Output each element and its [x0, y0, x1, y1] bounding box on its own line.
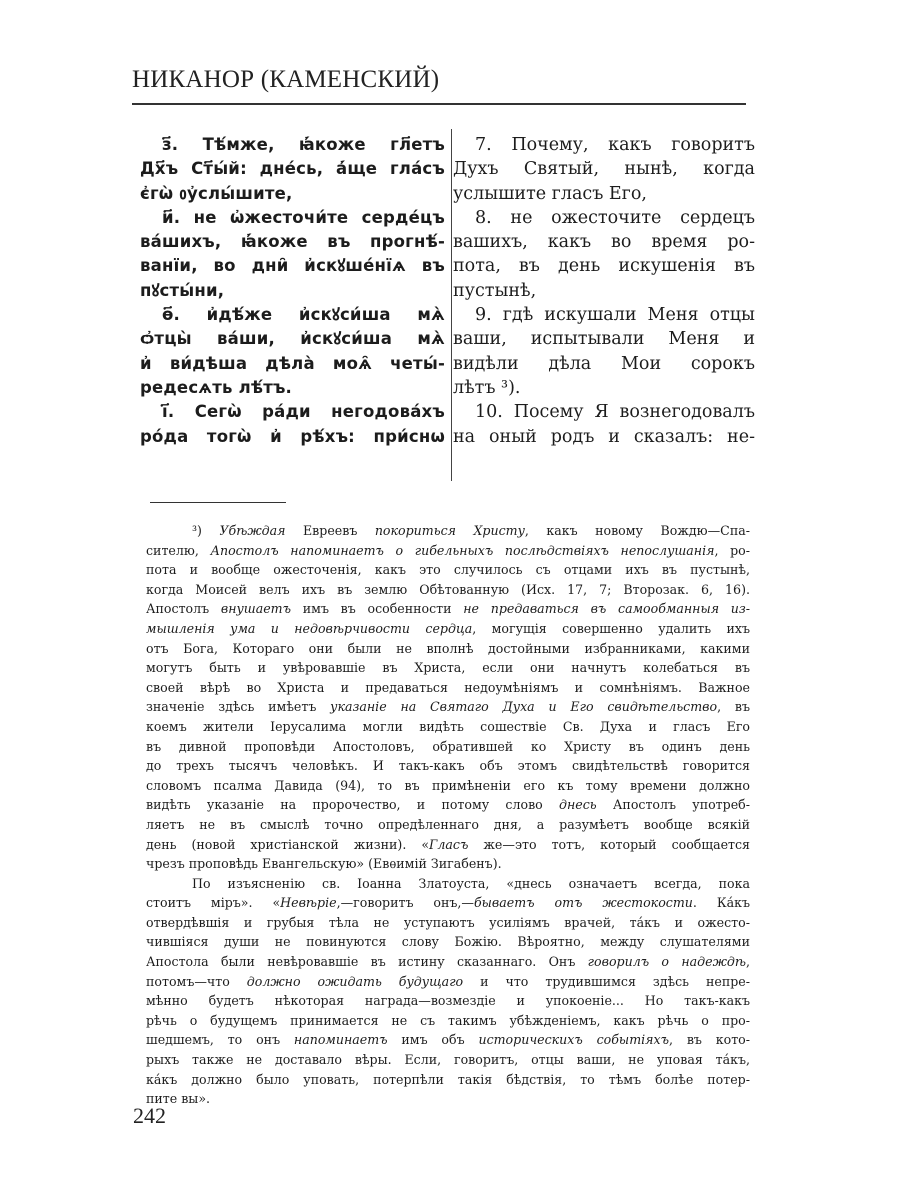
verse-line: 7. Почему, какъ говоритъ: [475, 135, 755, 155]
text-run: пите вы».: [146, 1091, 211, 1107]
verse-line: видѣли дѣла Мои сорокъ: [453, 353, 755, 374]
footnote-line: [146, 1030, 750, 1050]
footnote-rule: [150, 502, 286, 503]
verse-line: Духъ Святый, нынѣ, когда: [453, 159, 755, 180]
verse-line: ѳ҃. и҆дѣ́же и҆скꙋси́ша мѧ̀: [162, 305, 445, 325]
italic-text: историческихъ событіяхъ: [478, 1032, 669, 1048]
text-run: , въ кото-: [669, 1032, 750, 1048]
footnote-line: [146, 893, 750, 913]
text-run: могутъ быть и увѣровавшіе въ Христа, если они начнутъ колебаться въ: [146, 660, 750, 676]
italic-text: Невѣріе: [280, 895, 337, 911]
italic-text: напоминаетъ: [293, 1032, 388, 1048]
footnote-line: [146, 678, 750, 698]
italic-text: должно ожидать будущаго: [246, 973, 464, 989]
verse-line: 10. Посему Я вознегодовалъ: [475, 402, 755, 423]
verse-line: и҃. не ѡ҆жесточи́те серде́цъ: [162, 207, 445, 227]
page-number: 242: [133, 1103, 166, 1128]
text-run: шедшемъ, то онъ: [146, 1032, 294, 1048]
footnote-line: [146, 580, 750, 600]
text-run: ляетъ не въ смыслѣ точно опредѣленнаго дня, а разумѣетъ вообще всякій: [146, 816, 750, 832]
text-run: имъ объ: [387, 1032, 479, 1048]
italic-text: Гласъ: [429, 836, 469, 852]
footnote-line: [146, 658, 750, 678]
italic-text: указаніе на Святаго Духа и Его свидѣтельство: [330, 699, 718, 715]
verse-line: ванїи, во дни̑ и҆скꙋше́нїѧ въ: [140, 256, 445, 276]
footnote-line: [146, 560, 750, 580]
verse-line: ваши, испытывали Меня и: [453, 329, 755, 350]
text-run: , какъ новому Вождю—Спа-: [524, 523, 750, 538]
footnote-line: [146, 541, 750, 561]
footnote-line: [146, 795, 750, 815]
verse-line: ро́да тогѡ̀ и҆ рѣ́хъ: при́снѡ: [140, 426, 445, 446]
italic-text: покориться Христу: [374, 523, 525, 538]
footnote-line: [146, 599, 750, 619]
text-run: . Ка́къ: [692, 895, 750, 911]
footnote-line: [146, 1050, 750, 1070]
verse-line: вашихъ, какъ во время ро-: [453, 232, 755, 253]
text-run: Апостолъ употреб-: [596, 797, 750, 813]
text-run: ³): [192, 523, 220, 538]
verse-line: редесѧть лѣ́тъ.: [140, 377, 293, 397]
footnote-line: [146, 717, 750, 737]
footnote-line: [146, 991, 750, 1011]
footnote-line: [146, 874, 750, 894]
text-run: отвердѣвшія и грубыя тѣла не уступаютъ усиліямъ врачей, та́къ и ожесто-: [146, 914, 750, 930]
italic-text: не предаваться въ самообманныя из-: [463, 601, 750, 617]
footnote-line: [146, 737, 750, 757]
text-run: стоитъ міръ». «: [146, 895, 281, 911]
text-run: , въ: [717, 699, 750, 715]
footnote-line: [146, 619, 750, 639]
verse-line: лѣтъ ³).: [453, 377, 521, 398]
footnote-line: [146, 756, 750, 776]
text-run: ка́къ должно было уповать, потерпѣли такія бѣдствія, то тѣмъ болѣе потер-: [146, 1071, 750, 1087]
footnote-line: [146, 776, 750, 796]
text-run: По изъясненію св. Іоанна Златоуста, «днесь означаетъ всегда, пока: [192, 875, 750, 891]
footnote-line: [146, 854, 750, 874]
text-run: видѣть указаніе на пророчество, и потому слово: [146, 797, 559, 813]
verse-line: 8. не ожесточите сердецъ: [475, 207, 755, 228]
text-run: отъ Бога, Котораго они были не вполнѣ достойными избранниками, какими: [146, 640, 750, 656]
footnote-line: [146, 952, 750, 972]
text-run: Апостолъ: [146, 601, 221, 617]
verse-line: пꙋсты́ни,: [140, 280, 225, 300]
text-run: день (новой христіанской жизни). «: [146, 836, 430, 852]
text-run: потомъ—что: [146, 973, 247, 989]
verse-line: з҃. Тѣ́мже, ꙗ҆́коже гл҃етъ: [162, 135, 445, 154]
text-run: рѣчь о будущемъ принимается не съ такимъ убѣжденіемъ, какъ рѣчь о про-: [146, 1012, 750, 1028]
text-run: до трехъ тысячъ человѣкъ. И такъ-какъ объ этомъ свидѣтельствѣ говорится: [146, 758, 750, 774]
text-run: Евреевъ: [285, 523, 375, 538]
verse-line: є҆гѡ̀ ᲂу҆слы́шите,: [140, 183, 293, 203]
text-run: , ро-: [714, 542, 750, 558]
verse-line: і҃. Сегѡ̀ ра́ди негодова́хъ: [162, 402, 445, 422]
footnote-line: [146, 932, 750, 952]
text-run: Апостола были невѣровавшіе въ истину сказаннаго. Онъ: [146, 954, 588, 970]
footnote-line: [146, 521, 750, 541]
italic-text: мышленія ума и недовѣрчивости сердца: [146, 620, 473, 636]
text-run: мѣнно будетъ нѣкоторая награда—возмездіе и упокоеніе... Но такъ-какъ: [146, 993, 750, 1009]
parallel-columns: [140, 133, 754, 493]
italic-text: внушаетъ: [220, 601, 292, 617]
text-run: , могущія совершенно удалить ихъ: [472, 620, 750, 636]
text-run: и что трудившимся здѣсь непре-: [463, 973, 750, 989]
text-run: сителю,: [146, 542, 211, 558]
footnote-line: [146, 913, 750, 933]
text-run: пота и вообще ожесточенія, какъ это случилось съ отцами ихъ въ пустынѣ,: [146, 562, 750, 578]
verse-line: ва́шихъ, ꙗ҆́коже въ прогнѣ́-: [140, 232, 445, 252]
running-head: НИКАНОР (КАМЕНСКИЙ): [132, 66, 440, 93]
footnote-line: [146, 815, 750, 835]
text-run: чрезъ проповѣдь Евангельскую» (Евѳимій Зигабенъ).: [146, 856, 502, 872]
text-run: рыхъ также не доставало вѣры. Если, говоритъ, отцы ваши, не уповая та́къ,: [146, 1052, 750, 1068]
text-run: своей вѣрѣ во Христа и предаваться недоумѣніямъ и сомнѣніямъ. Важное: [146, 679, 750, 695]
footnote-line: [146, 697, 750, 717]
italic-text: бываетъ отъ жестокости: [473, 895, 693, 911]
text-run: чившіяся души не повинуются слову Божію. Вѣроятно, между слушателями: [146, 934, 750, 950]
footnote-line: [146, 1011, 750, 1031]
footnote: [146, 521, 750, 1109]
column-divider: [451, 129, 452, 481]
footnote-line: [146, 972, 750, 992]
text-run: ,—говоритъ онъ,—: [336, 895, 474, 911]
italic-text: говорилъ о надеждѣ: [587, 954, 746, 970]
verse-line: ѻ҆тцы̀ ва́ши, и҆скꙋси́ша мѧ̀: [140, 329, 445, 349]
text-run: ,: [746, 954, 750, 970]
verse-line: пота, въ день искушенія въ: [453, 256, 755, 277]
russian-column: [453, 133, 755, 449]
footnote-line: [146, 835, 750, 855]
text-run: значеніе здѣсь имѣетъ: [146, 699, 331, 715]
text-run: коемъ жители Іерусалима могли видѣть сошествіе Св. Духа и гласъ Его: [146, 718, 750, 734]
verse-line: Дх҃ъ Ст҃ы́й: дне́сь, а҆́ще гла́съ: [140, 159, 445, 179]
italic-text: днесь: [559, 797, 597, 813]
header-rule: [132, 103, 746, 105]
text-run: же—это тотъ, который сообщается: [468, 836, 750, 852]
verse-line: и҆ ви́дѣша дѣла̀ моѧ̑ четы́-: [140, 353, 445, 373]
text-run: въ дивной проповѣди Апостоловъ, обратившей ко Христу въ одинъ день: [146, 738, 750, 754]
italic-text: Убѣждая: [219, 523, 286, 538]
footnote-line: [146, 1089, 750, 1109]
verse-line: на оный родъ и сказалъ: не-: [453, 426, 755, 447]
text-run: словомъ псалма Давида (94), то въ примѣненіи его къ тому времени должно: [146, 777, 750, 793]
slavonic-column: [140, 133, 445, 449]
footnote-line: [146, 639, 750, 659]
verse-line: пустынѣ,: [453, 280, 537, 301]
text-run: когда Моисей велъ ихъ въ землю Обѣтованную (Исх. 17, 7; Второзак. 6, 16).: [146, 581, 750, 597]
verse-line: 9. гдѣ искушали Меня отцы: [475, 305, 755, 326]
text-run: имъ въ особенности: [291, 601, 464, 617]
italic-text: Апостолъ напоминаетъ о гибельныхъ послѣдствіяхъ непослушанія: [210, 542, 715, 558]
footnote-line: [146, 1070, 750, 1090]
verse-line: услышите гласъ Его,: [453, 183, 647, 204]
